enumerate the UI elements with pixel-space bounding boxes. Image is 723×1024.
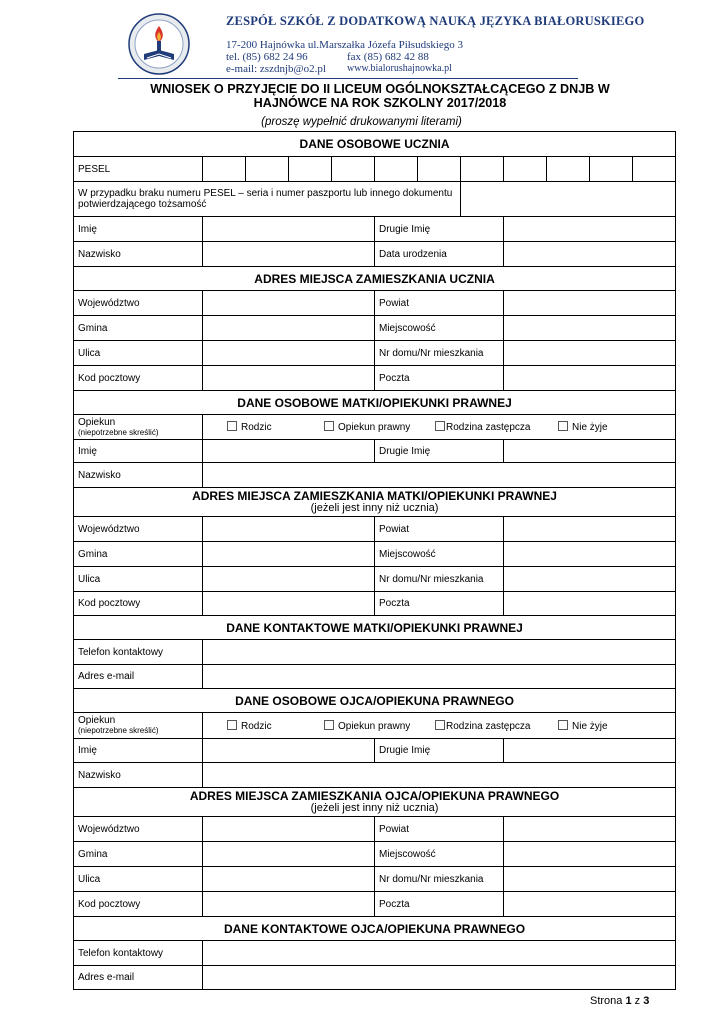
student-postal-code-field[interactable]: [203, 366, 375, 391]
section-mother-contact: DANE KONTAKTOWE MATKI/OPIEKUNKI PRAWNEJ: [74, 616, 676, 640]
mother-surname-field[interactable]: [203, 463, 676, 488]
pesel-digit-2[interactable]: [246, 157, 289, 182]
checkbox-icon[interactable]: [558, 720, 568, 730]
section-student-data: DANE OSOBOWE UCZNIA: [74, 132, 676, 157]
father-locality-field[interactable]: [504, 842, 676, 867]
no-pesel-field[interactable]: [461, 182, 676, 217]
mother-second-name-label: Drugie Imię: [375, 440, 504, 463]
father-phone-field[interactable]: [203, 941, 676, 966]
father-second-name-label: Drugie Imię: [375, 739, 504, 763]
mother-commune-label: Gmina: [74, 542, 203, 567]
father-postal-code-label: Kod pocztowy: [74, 892, 203, 917]
father-option-legal-guardian[interactable]: [324, 720, 435, 732]
section-father-address: [74, 788, 676, 817]
pesel-digit-1[interactable]: [203, 157, 246, 182]
student-commune-label: Gmina: [74, 316, 203, 341]
student-second-name-field[interactable]: [504, 217, 676, 242]
school-logo-icon: [128, 12, 190, 76]
mother-post-office-label: Poczta: [375, 592, 504, 616]
application-form: [73, 131, 676, 990]
section-mother-address: [74, 488, 676, 517]
student-street-label: Ulica: [74, 341, 203, 366]
mother-guardian-options: [203, 415, 676, 440]
student-county-label: Powiat: [375, 291, 504, 316]
checkbox-icon[interactable]: [324, 720, 334, 730]
mother-option-legal-guardian[interactable]: [324, 421, 435, 433]
page-number-separator: z: [634, 995, 641, 1007]
mother-voivodeship-field[interactable]: [203, 517, 375, 542]
mother-postal-code-field[interactable]: [203, 592, 375, 616]
pesel-digit-3[interactable]: [289, 157, 332, 182]
student-house-number-field[interactable]: [504, 341, 676, 366]
checkbox-icon[interactable]: [558, 421, 568, 431]
section-mother-data: DANE OSOBOWE MATKI/OPIEKUNKI PRAWNEJ: [74, 391, 676, 415]
pesel-digit-7[interactable]: [461, 157, 504, 182]
no-pesel-label: W przypadku braku numeru PESEL – seria i numer paszportu lub innego dokumentu potwierdzającego tożsamość: [74, 182, 461, 217]
father-house-number-label: Nr domu/Nr mieszkania: [375, 867, 504, 892]
page-number-total: 3: [643, 995, 650, 1007]
student-post-office-label: Poczta: [375, 366, 504, 391]
checkbox-icon[interactable]: [435, 720, 445, 730]
mother-house-number-label: Nr domu/Nr mieszkania: [375, 567, 504, 592]
father-option-parent-label: Rodzic: [241, 720, 272, 732]
mother-option-parent[interactable]: [227, 421, 324, 433]
mother-street-label: Ulica: [74, 567, 203, 592]
mother-email-field[interactable]: [203, 665, 676, 689]
father-county-label: Powiat: [375, 817, 504, 842]
form-title: [80, 82, 680, 110]
father-guardian-note: (niepotrzebne skreślić): [78, 726, 159, 735]
page-number-prefix: Strona: [590, 995, 623, 1007]
student-locality-field[interactable]: [504, 316, 676, 341]
father-option-deceased[interactable]: [558, 720, 608, 732]
father-county-field[interactable]: [504, 817, 676, 842]
father-first-name-label: Imię: [74, 739, 203, 763]
pesel-digit-9[interactable]: [547, 157, 590, 182]
mother-guardian-label-text: Opiekun: [78, 416, 116, 428]
checkbox-icon[interactable]: [324, 421, 334, 431]
school-name: ZESPÓŁ SZKÓŁ Z DODATKOWĄ NAUKĄ JĘZYKA BIAŁORUSKIEGO: [226, 14, 645, 28]
mother-postal-code-label: Kod pocztowy: [74, 592, 203, 616]
student-first-name-field[interactable]: [203, 217, 375, 242]
pesel-digit-6[interactable]: [418, 157, 461, 182]
pesel-label: PESEL: [74, 157, 203, 182]
school-address: 17-200 Hajnówka ul.Marszałka Józefa Piłsudskiego 3: [226, 39, 464, 51]
checkbox-icon[interactable]: [227, 421, 237, 431]
pesel-digit-8[interactable]: [504, 157, 547, 182]
mother-guardian-label: [74, 415, 203, 440]
section-father-address-title: ADRES MIEJSCA ZAMIESZKANIA OJCA/OPIEKUNA PRAWNEGO: [189, 789, 560, 803]
school-phone: tel. (85) 682 24 96: [226, 51, 308, 63]
student-surname-label: Nazwisko: [74, 242, 203, 267]
father-voivodeship-field[interactable]: [203, 817, 375, 842]
mother-phone-label: Telefon kontaktowy: [74, 640, 203, 665]
section-mother-address-note: (jeżeli jest inny niż ucznia): [310, 502, 439, 514]
mother-voivodeship-label: Województwo: [74, 517, 203, 542]
student-second-name-label: Drugie Imię: [375, 217, 504, 242]
mother-option-deceased-label: Nie żyje: [572, 422, 608, 433]
pesel-digit-5[interactable]: [375, 157, 418, 182]
section-mother-address-title: ADRES MIEJSCA ZAMIESZKANIA MATKI/OPIEKUNKI PRAWNEJ: [192, 489, 557, 503]
mother-commune-field[interactable]: [203, 542, 375, 567]
form-title-line-1: WNIOSEK O PRZYJĘCIE DO II LICEUM OGÓLNOKSZTAŁCĄCEGO Z DNJB W: [150, 82, 610, 96]
form-subtitle: (proszę wypełnić drukowanymi literami): [261, 116, 462, 128]
section-father-data: DANE OSOBOWE OJCA/OPIEKUNA PRAWNEGO: [74, 689, 676, 713]
father-voivodeship-label: Województwo: [74, 817, 203, 842]
student-house-number-label: Nr domu/Nr mieszkania: [375, 341, 504, 366]
page-number-current: 1: [625, 995, 632, 1007]
student-county-field[interactable]: [504, 291, 676, 316]
mother-phone-field[interactable]: [203, 640, 676, 665]
page-number: [590, 995, 649, 1007]
student-surname-field[interactable]: [203, 242, 375, 267]
section-father-address-note: (jeżeli jest inny niż ucznia): [310, 802, 439, 814]
mother-email-label: Adres e-mail: [74, 665, 203, 689]
father-second-name-field[interactable]: [504, 739, 676, 763]
father-phone-label: Telefon kontaktowy: [74, 941, 203, 966]
mother-house-number-field[interactable]: [504, 567, 676, 592]
father-email-field[interactable]: [203, 966, 676, 990]
student-voivodeship-label: Województwo: [74, 291, 203, 316]
checkbox-icon[interactable]: [435, 421, 445, 431]
checkbox-icon[interactable]: [227, 720, 237, 730]
mother-county-label: Powiat: [375, 517, 504, 542]
form-title-line-2: HAJNÓWCE NA ROK SZKOLNY 2017/2018: [253, 96, 507, 110]
mother-guardian-note: (niepotrzebne skreślić): [78, 427, 159, 437]
father-locality-label: Miejscowość: [375, 842, 504, 867]
student-birth-date-label: Data urodzenia: [375, 242, 504, 267]
pesel-digit-11[interactable]: [633, 157, 676, 182]
mother-option-foster-family-label: Rodzina zastępcza: [446, 422, 531, 433]
letterhead: [0, 0, 723, 82]
student-birth-date-field[interactable]: [504, 242, 676, 267]
mother-post-office-field[interactable]: [504, 592, 676, 616]
father-email-label: Adres e-mail: [74, 966, 203, 990]
student-voivodeship-field[interactable]: [203, 291, 375, 316]
header-divider: [118, 78, 578, 79]
mother-first-name-label: Imię: [74, 440, 203, 463]
pesel-digit-10[interactable]: [590, 157, 633, 182]
school-email: e-mail: zszdnjb@o2.pl: [226, 63, 326, 75]
father-house-number-field[interactable]: [504, 867, 676, 892]
father-commune-field[interactable]: [203, 842, 375, 867]
student-postal-code-label: Kod pocztowy: [74, 366, 203, 391]
mother-option-foster-family[interactable]: [435, 421, 558, 433]
mother-second-name-field[interactable]: [504, 440, 676, 463]
father-guardian-label: [74, 713, 203, 739]
mother-option-legal-guardian-label: Opiekun prawny: [338, 422, 411, 433]
mother-locality-field[interactable]: [504, 542, 676, 567]
father-option-deceased-label: Nie żyje: [572, 720, 608, 732]
father-commune-label: Gmina: [74, 842, 203, 867]
student-first-name-label: Imię: [74, 217, 203, 242]
pesel-digit-4[interactable]: [332, 157, 375, 182]
father-surname-label: Nazwisko: [74, 763, 203, 788]
father-first-name-field[interactable]: [203, 739, 375, 763]
section-student-address: ADRES MIEJSCA ZAMIESZKANIA UCZNIA: [74, 267, 676, 291]
father-guardian-options: [203, 713, 676, 739]
father-postal-code-field[interactable]: [203, 892, 375, 917]
father-post-office-field[interactable]: [504, 892, 676, 917]
school-fax: fax (85) 682 42 88: [347, 51, 429, 63]
mother-option-deceased[interactable]: [558, 421, 608, 433]
father-guardian-label-text: Opiekun: [78, 715, 116, 726]
mother-street-field[interactable]: [203, 567, 375, 592]
father-post-office-label: Poczta: [375, 892, 504, 917]
father-option-foster-family-label: Rodzina zastępcza: [446, 720, 531, 732]
student-street-field[interactable]: [203, 341, 375, 366]
mother-option-parent-label: Rodzic: [241, 422, 272, 433]
mother-county-field[interactable]: [504, 517, 676, 542]
father-street-label: Ulica: [74, 867, 203, 892]
student-post-office-field[interactable]: [504, 366, 676, 391]
father-option-legal-guardian-label: Opiekun prawny: [338, 720, 411, 732]
father-option-parent[interactable]: [227, 720, 324, 732]
pesel-row: [74, 157, 676, 182]
father-option-foster-family[interactable]: [435, 720, 558, 732]
mother-surname-label: Nazwisko: [74, 463, 203, 488]
mother-first-name-field[interactable]: [203, 440, 375, 463]
father-street-field[interactable]: [203, 867, 375, 892]
mother-locality-label: Miejscowość: [375, 542, 504, 567]
school-website: www.bialorushajnowka.pl: [347, 63, 452, 74]
father-surname-field[interactable]: [203, 763, 676, 788]
section-father-contact: DANE KONTAKTOWE OJCA/OPIEKUNA PRAWNEGO: [74, 917, 676, 941]
student-locality-label: Miejscowość: [375, 316, 504, 341]
student-commune-field[interactable]: [203, 316, 375, 341]
